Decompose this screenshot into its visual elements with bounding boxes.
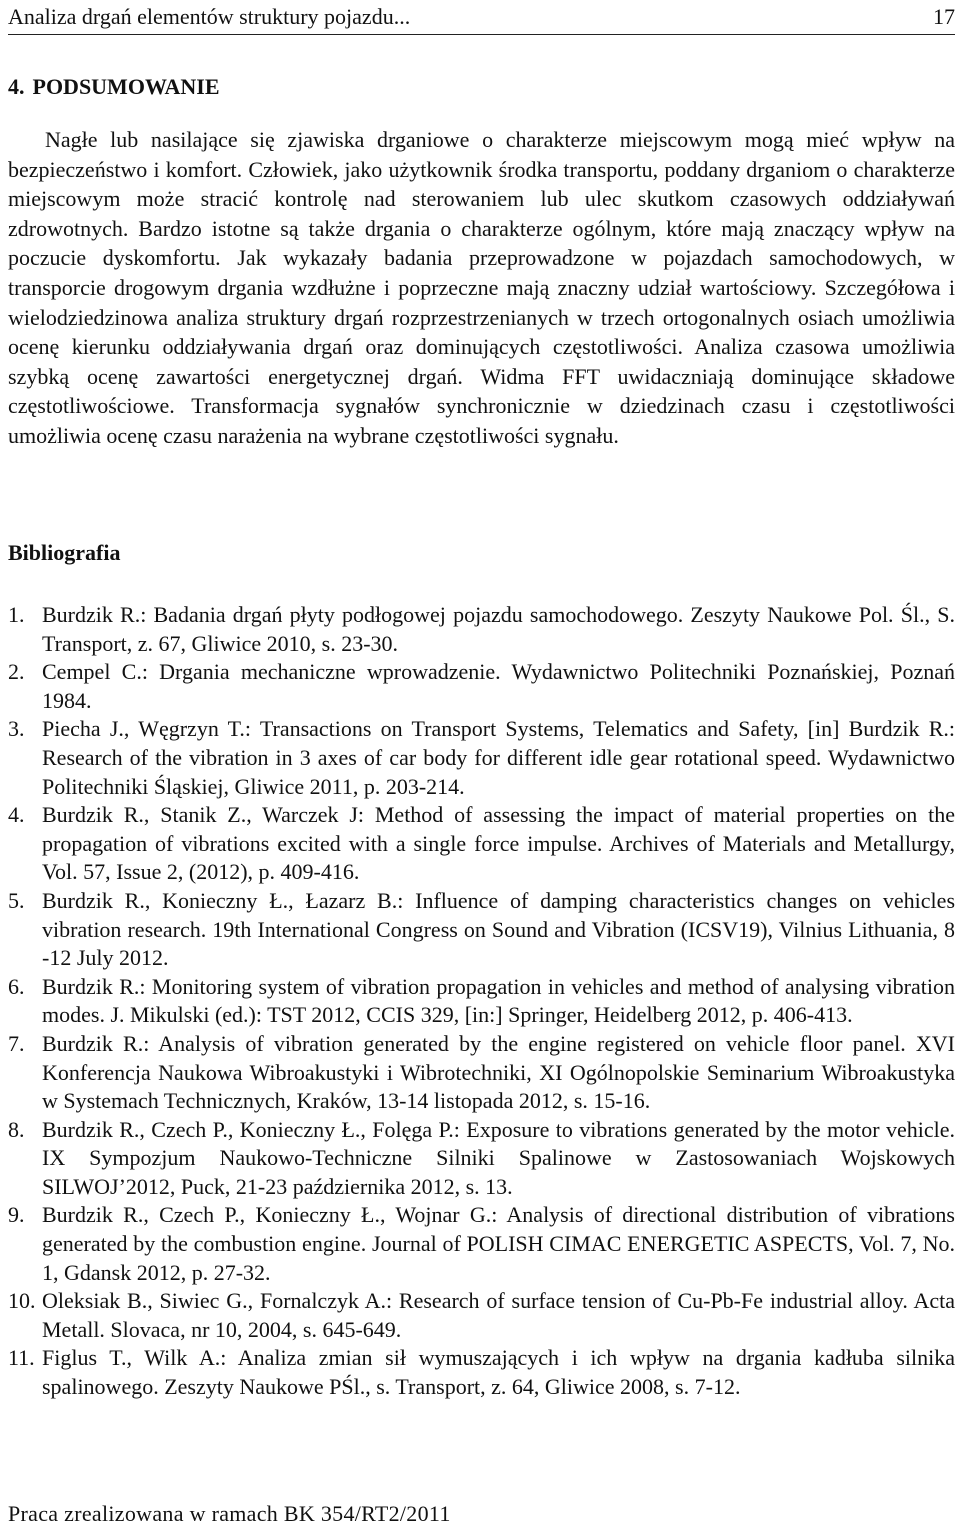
- section-heading: [8, 72, 220, 102]
- reference-text: Burdzik R., Stanik Z., Warczek J: Method of assessing the impact of material properties on the propagation of vibrations excited with a single force impulse. Archives of Materials and Metallurgy, Vol. 57, Issue 2, (2012), p. 409-416.: [42, 802, 955, 885]
- reference-text: Burdzik R., Czech P., Konieczny Ł., Folęga P.: Exposure to vibrations generated by the motor vehicle. IX Sympozjum Naukowo-Techniczne Silniki Spalinowe w Zastosowaniach Wojskowych SILWOJ’2012, Puck, 21-23 października 2012, s. 13.: [42, 1116, 955, 1199]
- running-header: [8, 2, 955, 35]
- bibliography-heading: Bibliografia: [8, 540, 121, 565]
- reference-number: 3.: [8, 716, 25, 742]
- reference-text: Oleksiak B., Siwiec G., Fornalczyk A.: Research of surface tension of Cu-Pb-Fe industrial alloy. Acta Metall. Slovaca, nr 10, 2004, s. 645-649.: [42, 1288, 955, 1342]
- summary-paragraph: Nagłe lub nasilające się zjawiska drganiowe o charakterze miejscowym mogą mieć wpływ na bezpieczeństwo i komfort. Człowiek, jako użytkownik środka transportu, poddany drganiom o charakterze miejscowym może stracić kontrolę nad sterowaniem lub ulec skutkom czasowych oddziaływań zdrowotnych. Bardzo istotne są także drgania o charakterze ogólnym, które mają znaczący wpływ na poczucie dyskomfortu. Jak wykazały badania przeprowadzone w pojazdach samochodowych, w transporcie drogowym drgania wzdłużne i poprzeczne mają znaczny udział wartościowy. Szczegółowa i wielodziedzinowa analiza struktury drgań rozprzestrzenianych w trzech ortogonalnych osiach umożliwia ocenę kierunku oddziaływania drgań oraz dominujących częstotliwości. Analiza czasowa umożliwia szybką ocenę zawartości energetycznej drgań. Widma FFT uwidaczniają dominujące składowe częstotliwościowe. Transformacja sygnałów synchronicznie w dziedzinach czasu i częstotliwości umożliwia ocenę czasu narażenia na wybrane częstotliwości sygnału.: [8, 127, 955, 448]
- footer-note: Praca zrealizowana w ramach BK 354/RT2/2011: [8, 1501, 451, 1526]
- reference-number: 6.: [8, 973, 25, 999]
- reference-number: 7.: [8, 1030, 25, 1056]
- page-number: 17: [933, 4, 955, 29]
- bibliography-item: [8, 715, 955, 801]
- reference-text: Burdzik R.: Badania drgań płyty podłogowej pojazdu samochodowego. Zeszyty Naukowe Pol. Śl., S. Transport, z. 67, Gliwice 2010, s. 23-30.: [42, 602, 955, 656]
- reference-number: 2.: [8, 659, 25, 685]
- reference-text: Figlus T., Wilk A.: Analiza zmian sił wymuszających i ich wpływ na drgania kadłuba silnika spalinowego. Zeszyty Naukowe PŚl., s. Transport, z. 64, Gliwice 2008, s. 7-12.: [42, 1345, 955, 1400]
- bibliography-item: [8, 973, 955, 1030]
- reference-number: 4.: [8, 802, 25, 828]
- section-title: PODSUMOWANIE: [32, 74, 220, 99]
- reference-text: Burdzik R., Konieczny Ł., Łazarz B.: Influence of damping characteristics changes on vehicles vibration research. 19th International Congress on Sound and Vibration (ICSV19), Vilnius Lithuania, 8 -12 July 2012.: [42, 887, 955, 971]
- bibliography-item: [8, 658, 955, 715]
- reference-text: Burdzik R., Czech P., Konieczny Ł., Wojnar G.: Analysis of directional distribution of vibrations generated by the combustion engine. Journal of POLISH CIMAC ENERGETIC ASPECTS, Vol. 7, No. 1, Gdansk 2012, p. 27-32.: [42, 1202, 955, 1285]
- reference-text: Burdzik R.: Analysis of vibration generated by the engine registered on vehicle floor panel. XVI Konferencja Naukowa Wibroakustyki i Wibrotechniki, XI Ogólnopolskie Seminarium Wibroakustyka w Systemach Technicznych, Kraków, 13-14 listopada 2012, s. 15-16.: [42, 1030, 955, 1114]
- bibliography-item: [8, 601, 955, 658]
- reference-number: 1.: [8, 602, 25, 627]
- bibliography-item: [8, 1116, 955, 1202]
- reference-number: 9.: [8, 1202, 25, 1228]
- reference-number: 10.: [8, 1288, 36, 1314]
- bibliography-item: [8, 1344, 955, 1401]
- bibliography-item: [8, 1201, 955, 1287]
- bibliography-list: [8, 601, 955, 1402]
- bibliography-item: [8, 1030, 955, 1116]
- bibliography-item: [8, 801, 955, 887]
- reference-number: 5.: [8, 887, 25, 913]
- reference-number: 11.: [8, 1345, 35, 1371]
- reference-number: 8.: [8, 1116, 25, 1142]
- header-title: Analiza drgań elementów struktury pojazdu...: [8, 4, 411, 29]
- section-number: 4.: [8, 74, 25, 99]
- reference-text: Cempel C.: Drgania mechaniczne wprowadzenie. Wydawnictwo Politechniki Poznańskiej, Poznań 1984.: [42, 659, 955, 713]
- reference-text: Burdzik R.: Monitoring system of vibration propagation in vehicles and method of analysing vibration modes. J. Mikulski (ed.): TST 2012, CCIS 329, [in:] Springer, Heidelberg 2012, p. 406-413.: [42, 973, 955, 1028]
- reference-text: Piecha J., Węgrzyn T.: Transactions on Transport Systems, Telematics and Safety, [in] Burdzik R.: Research of the vibration in 3 axes of car body for different idle gear rotational speed. Wydawnictwo Politechniki Śląskiej, Gliwice 2011, p. 203-214.: [42, 716, 955, 799]
- bibliography-item: [8, 1287, 955, 1344]
- document-page: [8, 0, 955, 1529]
- bibliography-item: [8, 887, 955, 973]
